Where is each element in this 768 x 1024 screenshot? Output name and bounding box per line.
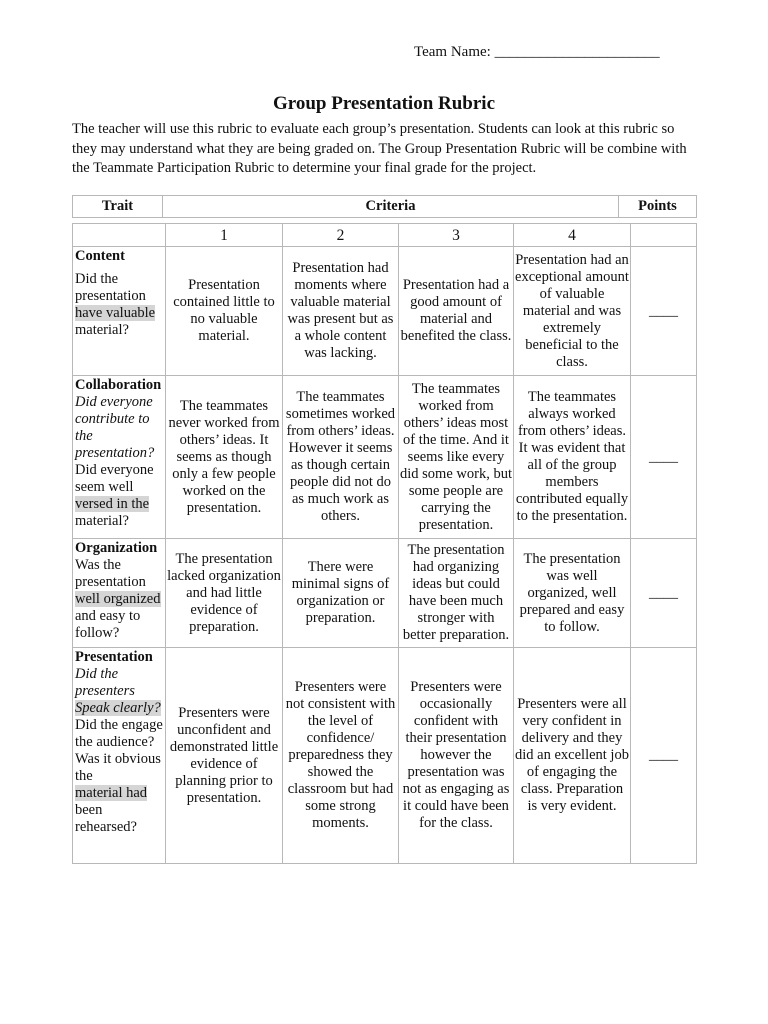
criteria-cell: Presentation had an exceptional amount of valuable material and was extremely beneficial to the class. bbox=[514, 247, 631, 376]
trait-question: Was it obvious the bbox=[75, 751, 161, 784]
points-field[interactable]: ____ bbox=[631, 648, 697, 864]
team-name-label: Team Name: bbox=[414, 44, 491, 60]
trait-name: Presentation bbox=[75, 649, 153, 665]
criteria-cell: Presenters were all very confident in delivery and they did an excellent job of engaging the class. Preparation is very evident. bbox=[514, 648, 631, 864]
criteria-cell: Presenters were occasionally confident with their presentation however the presentation was not as engaging as it could have been for the class. bbox=[399, 648, 514, 864]
level-1: 1 bbox=[166, 224, 283, 247]
table-row bbox=[73, 376, 697, 539]
header-criteria: Criteria bbox=[163, 196, 619, 218]
trait-question: material? bbox=[75, 322, 129, 338]
criteria-cell: The teammates worked from others’ ideas most of the time. And it seems like every did some work, but some people are carrying the presentation. bbox=[399, 376, 514, 539]
trait-question: Did the presenters bbox=[75, 666, 135, 699]
trait-organization bbox=[73, 539, 166, 648]
criteria-cell: The presentation lacked organization and had little evidence of preparation. bbox=[166, 539, 283, 648]
level-points-cell bbox=[631, 224, 697, 247]
trait-content bbox=[73, 247, 166, 376]
trait-question: Did everyone contribute to the presentation? bbox=[75, 394, 155, 461]
criteria-cell: Presenters were unconfident and demonstrated little evidence of planning prior to presentation. bbox=[166, 648, 283, 864]
table-row bbox=[73, 247, 697, 376]
points-field[interactable]: ____ bbox=[631, 376, 697, 539]
team-name-line bbox=[414, 44, 660, 61]
trait-question: Did the presentation bbox=[75, 271, 146, 304]
criteria-cell: Presentation contained little to no valuable material. bbox=[166, 247, 283, 376]
criteria-cell: The teammates never worked from others’ ideas. It seems as though only a few people worked on the presentation. bbox=[166, 376, 283, 539]
trait-question: Speak clearly? bbox=[75, 700, 161, 716]
table-row bbox=[73, 648, 697, 864]
header-trait: Trait bbox=[73, 196, 163, 218]
criteria-cell: Presenters were not consistent with the level of confidence/ preparedness they showed the classroom but had some strong moments. bbox=[283, 648, 399, 864]
trait-question: Did everyone seem well bbox=[75, 462, 154, 495]
criteria-cell: Presentation had moments where valuable material was present but as a whole content was lacking. bbox=[283, 247, 399, 376]
trait-collaboration bbox=[73, 376, 166, 539]
level-row bbox=[73, 224, 697, 247]
level-4: 4 bbox=[514, 224, 631, 247]
trait-question: have valuable bbox=[75, 305, 156, 321]
points-field[interactable]: ____ bbox=[631, 539, 697, 648]
trait-question: well organized bbox=[75, 591, 161, 607]
level-2: 2 bbox=[283, 224, 399, 247]
criteria-cell: The teammates sometimes worked from others’ ideas. However it seems as though certain people did not do as much work as others. bbox=[283, 376, 399, 539]
header-points: Points bbox=[619, 196, 697, 218]
trait-question: Did the engage the audience? bbox=[75, 717, 163, 750]
trait-question: and easy to follow? bbox=[75, 608, 141, 641]
level-blank-cell bbox=[73, 224, 166, 247]
criteria-cell: The teammates always worked from others’ ideas. It was evident that all of the group members contributed equally to the presentation. bbox=[514, 376, 631, 539]
page-title: Group Presentation Rubric bbox=[272, 93, 496, 114]
criteria-cell: Presentation had a good amount of material and benefited the class. bbox=[399, 247, 514, 376]
trait-question: material had bbox=[75, 785, 148, 801]
rubric-header-table bbox=[72, 195, 697, 218]
trait-question: Was the presentation bbox=[75, 557, 146, 590]
table-row bbox=[73, 539, 697, 648]
criteria-cell: The presentation was well organized, well prepared and easy to follow. bbox=[514, 539, 631, 648]
rubric-table bbox=[72, 223, 697, 864]
trait-question: material? bbox=[75, 513, 129, 529]
trait-presentation bbox=[73, 648, 166, 864]
team-name-blank[interactable]: ______________________ bbox=[494, 44, 660, 60]
level-3: 3 bbox=[399, 224, 514, 247]
points-field[interactable]: ____ bbox=[631, 247, 697, 376]
trait-name: Organization bbox=[75, 540, 158, 556]
trait-question: been rehearsed? bbox=[75, 802, 137, 835]
trait-name: Content bbox=[75, 248, 125, 264]
trait-name: Collaboration bbox=[75, 377, 162, 393]
criteria-cell: There were minimal signs of organization or preparation. bbox=[283, 539, 399, 648]
trait-question: versed in the bbox=[75, 496, 150, 512]
criteria-cell: The presentation had organizing ideas but could have been much stronger with better preparation. bbox=[399, 539, 514, 648]
intro-paragraph: The teacher will use this rubric to evaluate each group’s presentation. Students can look at this rubric so they may understand what they are being graded on. The Group Presentation Rubric will be combine with the Teammate Participation Rubric to determine your final grade for the project. bbox=[72, 121, 687, 176]
